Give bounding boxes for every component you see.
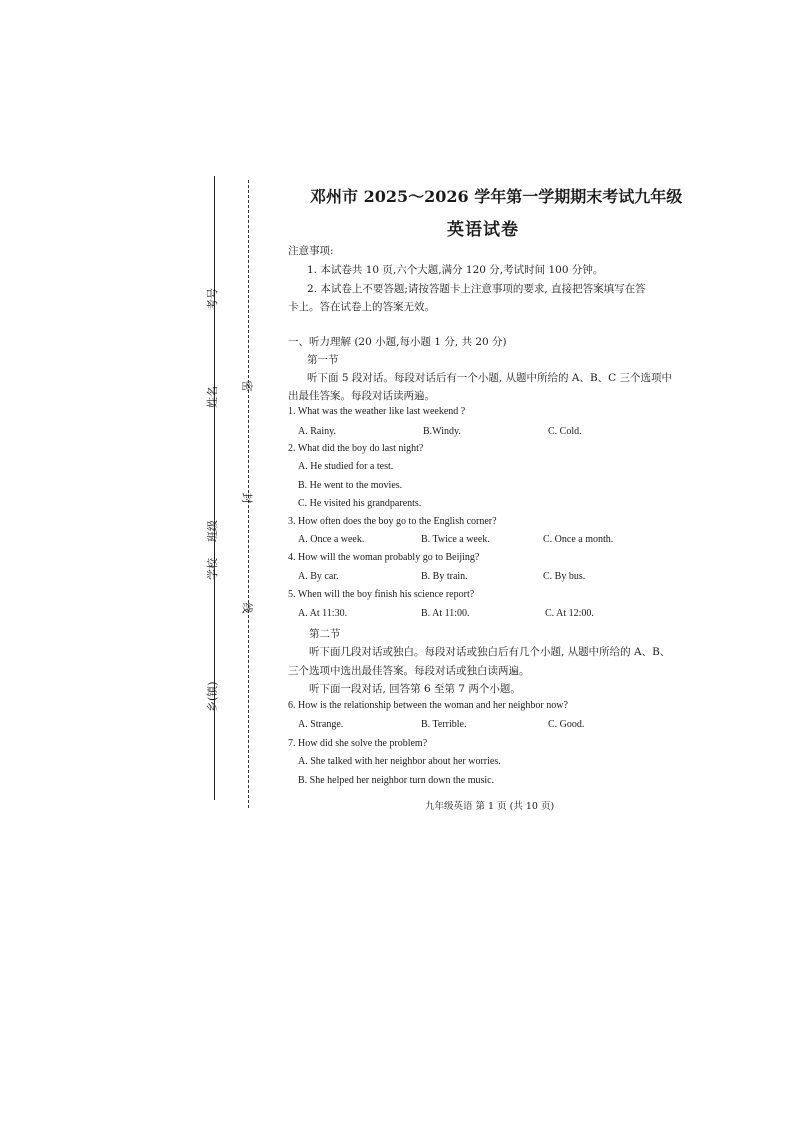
- q1-option-a: A. Rainy.: [298, 426, 336, 437]
- q4-option-c: C. By bus.: [543, 571, 586, 582]
- exam-number-label: 考号: [206, 288, 219, 310]
- part1-instruction-1: 听下面 5 段对话。每段对话后有一个小题, 从题中所给的 A、B、C 三个选项中: [307, 372, 673, 384]
- q7-option-b: B. She helped her neighbor turn down the music.: [298, 775, 495, 786]
- question-3: 3. How often does the boy go to the English corner?: [288, 516, 497, 527]
- student-name-label: 姓名: [206, 386, 219, 408]
- q2-option-a: A. He studied for a test.: [298, 461, 394, 472]
- class-label: 班级: [206, 520, 219, 542]
- seal-char-feng: 封: [240, 492, 254, 504]
- part1-instruction-2: 出最佳答案。每段对话读两遍。: [288, 390, 435, 402]
- part2-sub-instruction: 听下面一段对话, 回答第 6 至第 7 两个小题。: [309, 683, 521, 695]
- q3-option-a: A. Once a week.: [298, 534, 365, 545]
- q5-option-a: A. At 11:30.: [298, 608, 348, 619]
- q1-option-c: C. Cold.: [548, 426, 582, 437]
- notice-item-2: 2. 本试卷上不要答题;请按答题卡上注意事项的要求, 直接把答案填写在答: [307, 283, 646, 295]
- part2-instruction-1: 听下面几段对话或独白。每段对话或独白后有几个小题, 从题中所给的 A、B、: [309, 646, 671, 658]
- question-7: 7. How did she solve the problem?: [288, 738, 428, 749]
- question-6: 6. How is the relationship between the woman and her neighbor now?: [288, 700, 568, 711]
- q5-option-b: B. At 11:00.: [421, 608, 470, 619]
- question-5: 5. When will the boy finish his science report?: [288, 589, 475, 600]
- part2-instruction-2: 三个选项中选出最佳答案。每段对话或独白读两遍。: [288, 665, 530, 677]
- section1-heading: 一、听力理解 (20 小题,每小题 1 分, 共 20 分): [288, 336, 507, 348]
- q4-option-b: B. By train.: [421, 571, 468, 582]
- q1-option-b: B.Windy.: [423, 426, 461, 437]
- seal-char-xian: 线: [240, 602, 254, 614]
- exam-subtitle: 英语试卷: [447, 220, 519, 240]
- q3-option-b: B. Twice a week.: [421, 534, 490, 545]
- q6-option-b: B. Terrible.: [421, 719, 467, 730]
- township-label: 乡(镇): [206, 681, 219, 712]
- q2-option-c: C. He visited his grandparents.: [298, 498, 422, 509]
- q7-option-a: A. She talked with her neighbor about her worries.: [298, 756, 501, 767]
- question-4: 4. How will the woman probably go to Beijing?: [288, 552, 480, 563]
- q2-option-b: B. He went to the movies.: [298, 480, 403, 491]
- q4-option-a: A. By car.: [298, 571, 339, 582]
- seal-char-mi: 密: [240, 380, 254, 392]
- question-1: 1. What was the weather like last weekend ?: [288, 406, 466, 417]
- question-2: 2. What did the boy do last night?: [288, 443, 424, 454]
- page-footer: 九年级英语 第 1 页 (共 10 页): [425, 801, 555, 812]
- school-label: 学校: [206, 558, 219, 580]
- q6-option-c: C. Good.: [548, 719, 585, 730]
- q6-option-a: A. Strange.: [298, 719, 344, 730]
- notice-item-2-cont: 卡上。答在试卷上的答案无效。: [288, 301, 435, 313]
- part1-title: 第一节: [307, 354, 339, 366]
- q3-option-c: C. Once a month.: [543, 534, 614, 545]
- part2-title: 第二节: [309, 628, 341, 640]
- notice-item-1: 1. 本试卷共 10 页,六个大题,满分 120 分,考试时间 100 分钟。: [307, 264, 604, 276]
- q5-option-c: C. At 12:00.: [545, 608, 594, 619]
- notice-heading: 注意事项:: [288, 245, 334, 257]
- exam-title: 邓州市 2025～2026 学年第一学期期末考试九年级: [310, 187, 683, 206]
